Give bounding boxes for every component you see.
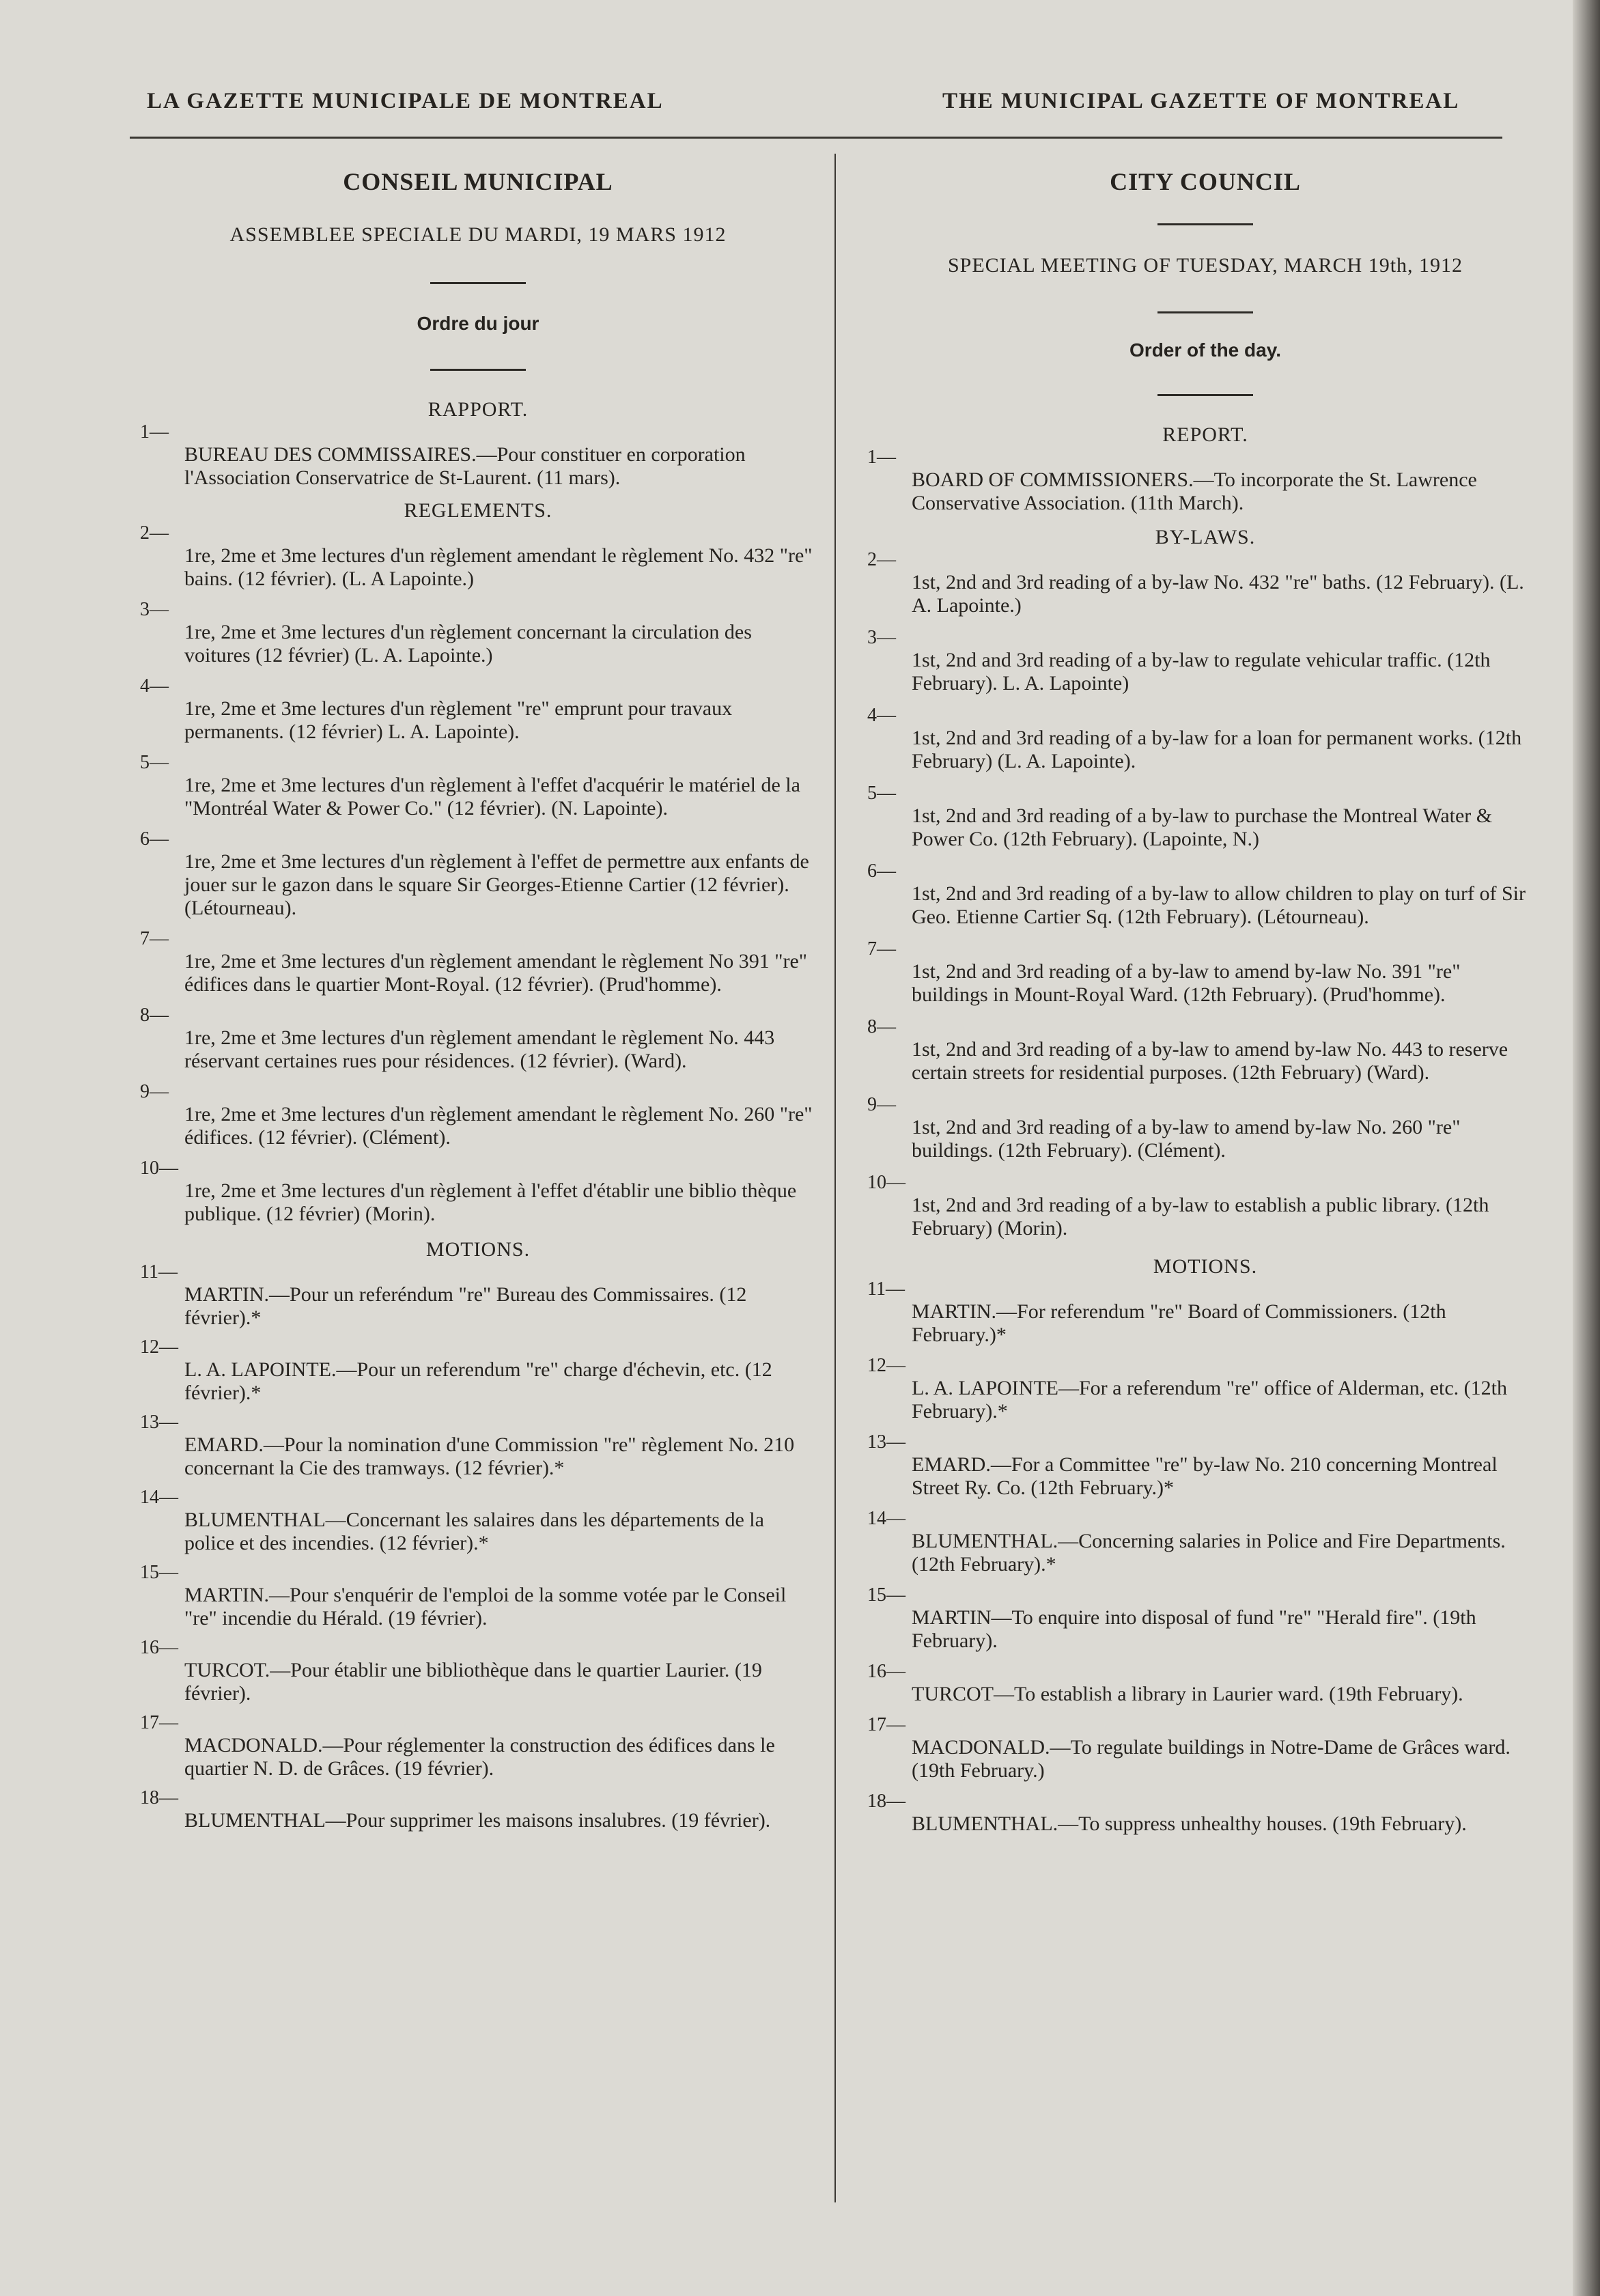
english-rule-1 bbox=[1157, 223, 1253, 225]
agenda-item-text: BLUMENTHAL.—To suppress unhealthy houses. (19th February). bbox=[912, 1812, 1467, 1835]
agenda-item bbox=[130, 1261, 826, 1330]
agenda-item-number: 4— bbox=[867, 705, 896, 726]
agenda-item-text: 1st, 2nd and 3rd reading of a by-law to purchase the Montreal Water & Power Co. (12th February). (Lapointe, N.) bbox=[912, 804, 1493, 850]
agenda-item-text: MARTIN.—For referendum "re" Board of Commissioners. (12th February.)* bbox=[912, 1300, 1446, 1346]
agenda-item bbox=[130, 421, 826, 490]
english-order-heading: Order of the day. bbox=[1129, 339, 1281, 361]
agenda-item-number: 16— bbox=[867, 1661, 906, 1682]
agenda-item-number: 8— bbox=[140, 1005, 169, 1026]
agenda-item bbox=[857, 447, 1554, 515]
agenda-item-text: L. A. LAPOINTE.—Pour un referendum "re" charge d'échevin, etc. (12 février).* bbox=[184, 1358, 772, 1404]
agenda-item-number: 9— bbox=[140, 1081, 169, 1102]
agenda-item-text: MACDONALD.—Pour réglementer la construction des édifices dans le quartier N. D. de Grâces. (19 février). bbox=[184, 1734, 775, 1780]
agenda-item-text: TURCOT—To establish a library in Laurier ward. (19th February). bbox=[912, 1683, 1463, 1705]
running-header-english: THE MUNICIPAL GAZETTE OF MONTREAL bbox=[942, 89, 1460, 113]
agenda-item-number: 7— bbox=[867, 938, 896, 960]
agenda-item-text: BLUMENTHAL—Pour supprimer les maisons insalubres. (19 février). bbox=[184, 1809, 771, 1832]
agenda-item-number: 1— bbox=[867, 447, 896, 468]
agenda-item-text: 1re, 2me et 3me lectures d'un règlement amendant le règlement No. 443 réservant certaines rues pour résidences. (12 février). (Ward). bbox=[184, 1026, 775, 1072]
agenda-item-number: 13— bbox=[867, 1431, 906, 1453]
agenda-item-text: EMARD.—For a Committee "re" by-law No. 210 concerning Montreal Street Ry. Co. (12th February.)* bbox=[912, 1453, 1498, 1499]
agenda-item bbox=[857, 1094, 1554, 1162]
agenda-item-text: TURCOT.—Pour établir une bibliothèque dans le quartier Laurier. (19 février). bbox=[184, 1659, 762, 1705]
agenda-item-text: 1re, 2me et 3me lectures d'un règlement amendant le règlement No 391 "re" édifices dans le quartier Mont-Royal. (12 février). (Prud'homme). bbox=[184, 950, 808, 996]
agenda-item-number: 17— bbox=[140, 1712, 178, 1733]
agenda-item-number: 12— bbox=[140, 1336, 178, 1358]
agenda-item-number: 8— bbox=[867, 1016, 896, 1037]
header-rule bbox=[130, 137, 1502, 139]
agenda-item-text: 1re, 2me et 3me lectures d'un règlement à l'effet d'établir une biblio thèque publique. (12 février) (Morin). bbox=[184, 1179, 797, 1225]
agenda-item-text: EMARD.—Pour la nomination d'une Commission "re" règlement No. 210 concernant la Cie des tramways. (12 février).* bbox=[184, 1433, 795, 1479]
english-report-heading: REPORT. bbox=[1162, 423, 1248, 446]
english-motions-list bbox=[857, 1278, 1554, 1836]
agenda-item-number: 15— bbox=[140, 1562, 178, 1583]
agenda-item-text: BLUMENTHAL—Concernant les salaires dans les départements de la police et des incendies. (12 février).* bbox=[184, 1509, 764, 1554]
agenda-item-number: 7— bbox=[140, 928, 169, 949]
agenda-item-number: 15— bbox=[867, 1584, 906, 1606]
agenda-item-number: 3— bbox=[867, 627, 896, 648]
agenda-item-number: 5— bbox=[867, 783, 896, 804]
agenda-item-number: 18— bbox=[140, 1787, 178, 1808]
agenda-item bbox=[130, 1712, 826, 1780]
agenda-item bbox=[857, 1584, 1554, 1653]
agenda-item-text: BLUMENTHAL.—Concerning salaries in Police and Fire Departments. (12th February).* bbox=[912, 1530, 1506, 1576]
french-order-heading: Ordre du jour bbox=[417, 313, 539, 334]
agenda-item bbox=[857, 783, 1554, 851]
agenda-item bbox=[857, 1172, 1554, 1240]
french-rule-2 bbox=[430, 369, 526, 371]
agenda-item-text: MARTIN.—Pour s'enquérir de l'emploi de la somme votée par le Conseil "re" incendie du Hérald. (19 février). bbox=[184, 1584, 787, 1629]
french-column bbox=[130, 164, 826, 1839]
agenda-item bbox=[130, 522, 826, 591]
english-subtitle: SPECIAL MEETING OF TUESDAY, MARCH 19th, 1912 bbox=[947, 254, 1463, 277]
french-motions-list bbox=[130, 1261, 826, 1832]
agenda-item-number: 2— bbox=[140, 522, 169, 544]
agenda-item-text: 1st, 2nd and 3rd reading of a by-law No. 432 "re" baths. (12 February). (L. A. Lapointe.) bbox=[912, 571, 1524, 617]
agenda-item-number: 10— bbox=[867, 1172, 906, 1193]
english-bylaws-heading: BY-LAWS. bbox=[1155, 526, 1256, 548]
agenda-item-text: 1st, 2nd and 3rd reading of a by-law for a loan for permanent works. (12th February) (L. A. Lapointe). bbox=[912, 727, 1522, 772]
agenda-item-number: 18— bbox=[867, 1791, 906, 1812]
agenda-item bbox=[857, 705, 1554, 773]
english-report-list bbox=[857, 447, 1554, 515]
agenda-item-text: 1st, 2nd and 3rd reading of a by-law to amend by-law No. 391 "re" buildings in Mount-Royal Ward. (12th February). (Prud'homme). bbox=[912, 960, 1461, 1006]
agenda-item-number: 6— bbox=[140, 828, 169, 850]
agenda-item bbox=[130, 1005, 826, 1073]
agenda-item bbox=[857, 1016, 1554, 1084]
agenda-item bbox=[857, 1791, 1554, 1836]
agenda-item-text: 1st, 2nd and 3rd reading of a by-law to regulate vehicular traffic. (12th February). L. A. Lapointe) bbox=[912, 649, 1491, 695]
agenda-item-number: 14— bbox=[867, 1508, 906, 1529]
agenda-item-text: MARTIN.—Pour un referéndum "re" Bureau des Commissaires. (12 février).* bbox=[184, 1283, 747, 1329]
french-subtitle: ASSEMBLEE SPECIALE DU MARDI, 19 MARS 1912 bbox=[229, 223, 727, 246]
agenda-item bbox=[857, 549, 1554, 617]
english-motions-heading: MOTIONS. bbox=[1153, 1255, 1258, 1278]
agenda-item bbox=[857, 1661, 1554, 1706]
english-rule-2 bbox=[1157, 311, 1253, 313]
french-report-list bbox=[130, 421, 826, 490]
agenda-item bbox=[130, 675, 826, 744]
agenda-item bbox=[130, 599, 826, 667]
english-bylaws-list bbox=[857, 549, 1554, 1240]
agenda-item-text: BUREAU DES COMMISSAIRES.—Pour constituer en corporation l'Association Conservatrice de St-Laurent. (11 mars). bbox=[184, 443, 746, 489]
agenda-item bbox=[857, 1508, 1554, 1576]
french-bylaws-heading: REGLEMENTS. bbox=[404, 499, 552, 522]
agenda-item bbox=[130, 1081, 826, 1149]
agenda-item-text: 1re, 2me et 3me lectures d'un règlement amendant le règlement No. 432 "re" bains. (12 février). (L. A Lapointe.) bbox=[184, 544, 813, 590]
agenda-item bbox=[130, 928, 826, 996]
agenda-item-number: 16— bbox=[140, 1637, 178, 1658]
agenda-item-text: 1st, 2nd and 3rd reading of a by-law to amend by-law No. 443 to reserve certain streets for residential purposes. (12th February) (Ward). bbox=[912, 1038, 1508, 1084]
agenda-item bbox=[130, 1336, 826, 1405]
agenda-item-number: 12— bbox=[867, 1355, 906, 1376]
agenda-item-text: 1re, 2me et 3me lectures d'un règlement à l'effet d'acquérir le matériel de la "Montréal Water & Power Co." (12 février). (N. Lapointe). bbox=[184, 774, 800, 820]
agenda-item-text: 1re, 2me et 3me lectures d'un règlement à l'effet de permettre aux enfants de jouer sur le gazon dans le square Sir Georges-Etienne Cartier (12 février). (Létourneau). bbox=[184, 850, 809, 919]
agenda-item bbox=[130, 1487, 826, 1555]
agenda-item-number: 3— bbox=[140, 599, 169, 620]
french-report-heading: RAPPORT. bbox=[427, 398, 529, 421]
french-title: CONSEIL MUNICIPAL bbox=[343, 168, 613, 195]
agenda-item-number: 5— bbox=[140, 752, 169, 773]
agenda-item-number: 13— bbox=[140, 1412, 178, 1433]
english-column bbox=[857, 164, 1554, 1844]
agenda-item-number: 17— bbox=[867, 1714, 906, 1735]
agenda-item-number: 11— bbox=[140, 1261, 178, 1283]
agenda-item-number: 6— bbox=[867, 860, 896, 882]
agenda-item-number: 14— bbox=[140, 1487, 178, 1508]
english-title: CITY COUNCIL bbox=[1110, 168, 1301, 195]
agenda-item bbox=[857, 1278, 1554, 1347]
agenda-item-text: L. A. LAPOINTE—For a referendum "re" office of Alderman, etc. (12th February).* bbox=[912, 1377, 1508, 1423]
agenda-item bbox=[857, 1355, 1554, 1423]
agenda-item bbox=[130, 1637, 826, 1705]
agenda-item bbox=[130, 752, 826, 820]
agenda-item-number: 4— bbox=[140, 675, 169, 697]
agenda-item-text: BOARD OF COMMISSIONERS.—To incorporate the St. Lawrence Conservative Association. (11th March). bbox=[912, 468, 1477, 514]
agenda-item-number: 2— bbox=[867, 549, 896, 570]
agenda-item bbox=[130, 1787, 826, 1832]
agenda-item bbox=[130, 828, 826, 920]
agenda-item-text: 1re, 2me et 3me lectures d'un règlement concernant la circulation des voitures (12 février) (L. A. Lapointe.) bbox=[184, 621, 752, 667]
agenda-item bbox=[857, 1431, 1554, 1500]
agenda-item-text: MARTIN—To enquire into disposal of fund "re" "Herald fire". (19th February). bbox=[912, 1606, 1476, 1652]
agenda-item-number: 9— bbox=[867, 1094, 896, 1115]
french-rule-1 bbox=[430, 282, 526, 284]
agenda-item-text: 1st, 2nd and 3rd reading of a by-law to establish a public library. (12th February) (Morin). bbox=[912, 1194, 1489, 1240]
agenda-item-number: 10— bbox=[140, 1158, 178, 1179]
english-rule-3 bbox=[1157, 394, 1253, 396]
agenda-item-text: MACDONALD.—To regulate buildings in Notre-Dame de Grâces ward. (19th February.) bbox=[912, 1736, 1511, 1782]
agenda-item-text: 1st, 2nd and 3rd reading of a by-law to amend by-law No. 260 "re" buildings. (12th February). (Clément). bbox=[912, 1116, 1461, 1162]
agenda-item bbox=[130, 1412, 826, 1480]
agenda-item-text: 1re, 2me et 3me lectures d'un règlement amendant le règlement No. 260 "re" édifices. (12 février). (Clément). bbox=[184, 1103, 813, 1149]
french-bylaws-list bbox=[130, 522, 826, 1226]
page-edge-shadow bbox=[1573, 0, 1600, 2296]
agenda-item-text: 1st, 2nd and 3rd reading of a by-law to allow children to play on turf of Sir Geo. Etienne Cartier Sq. (12th February). (Létourneau). bbox=[912, 882, 1526, 928]
french-motions-heading: MOTIONS. bbox=[425, 1238, 531, 1261]
agenda-item bbox=[130, 1158, 826, 1226]
agenda-item-text: 1re, 2me et 3me lectures d'un règlement "re" emprunt pour travaux permanents. (12 février) L. A. Lapointe). bbox=[184, 697, 733, 743]
agenda-item bbox=[857, 627, 1554, 695]
agenda-item-number: 1— bbox=[140, 421, 169, 443]
column-divider bbox=[834, 154, 836, 2202]
agenda-item-number: 11— bbox=[867, 1278, 905, 1300]
agenda-item bbox=[857, 860, 1554, 929]
running-header-french: LA GAZETTE MUNICIPALE DE MONTREAL bbox=[147, 89, 664, 113]
agenda-item bbox=[857, 938, 1554, 1007]
agenda-item bbox=[130, 1562, 826, 1630]
agenda-item bbox=[857, 1714, 1554, 1782]
